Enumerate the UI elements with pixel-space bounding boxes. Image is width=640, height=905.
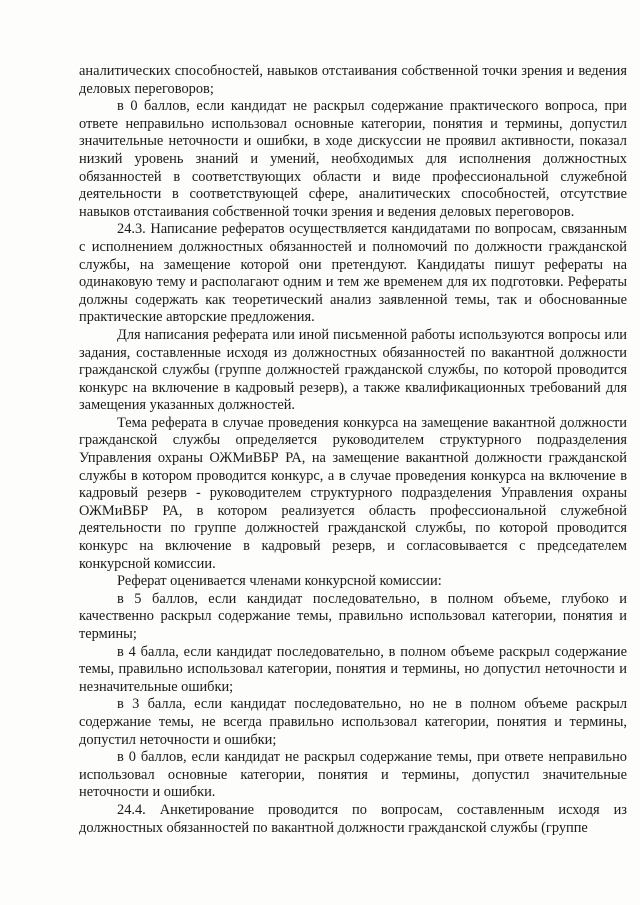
paragraph-essay-questions: Для написания реферата или иной письменной работы используются вопросы или задания, составленные исходя из должностных обязанностей по вакантной должности гражданской службы (группе должностей гражданской службы, по которой проводится конкурс на включение в кадровый резерв), а также квалификационных требований для замещения указанных должностей. <box>79 326 627 414</box>
paragraph-essay-topic: Тема реферата в случае проведения конкурса на замещение вакантной должности гражданской службы определяется руководителем структурного подразделения Управления охраны ОЖМиВБР РА, на замещение вакантной должности гражданской службы в котором проводится конкурс, а в случае проведения конкурса на включение в кадровый резерв - руководителем структурного подразделения Управления охраны ОЖМиВБР РА, в котором реализуется область профессиональной служебной деятельности по группе должностей гражданской службы, по которой проводится конкурс на включение в кадровый резерв, и согласовывается с председателем конкурсной комиссии. <box>79 414 627 572</box>
document-body <box>79 63 627 837</box>
paragraph-24-4: 24.4. Анкетирование проводится по вопросам, составленным исходя из должностных обязанностей по вакантной должности гражданской службы (группе <box>79 801 627 836</box>
paragraph-essay-evaluation: Реферат оценивается членами конкурсной комиссии: <box>117 573 442 590</box>
paragraph-continuation: аналитических способностей, навыков отстаивания собственной точки зрения и ведения деловых переговоров; <box>79 63 627 97</box>
paragraph-24-3: 24.3. Написание рефератов осуществляется кандидатами по вопросам, связанным с исполнением должностных обязанностей и полномочий по должности гражданской службы, на замещение которой они претендуют. Кандидаты пишут рефераты на одинаковую тему и располагают одним и тем же временем для их подготовки. Рефераты должны содержать как теоретический анализ заявленной темы, так и обоснованные практические авторские предложения. <box>79 221 627 326</box>
paragraph-score-0-essay: в 0 баллов, если кандидат не раскрыл содержание темы, при ответе неправильно использовал основные категории, понятия и термины, допустил значительные неточности и ошибки. <box>79 749 627 801</box>
paragraph-score-0-practical: в 0 баллов, если кандидат не раскрыл содержание практического вопроса, при ответе неправильно использовал основные категории, понятия и термины, допустил значительные неточности и ошибки, в ходе дискуссии не проявил активности, показал низкий уровень знаний и умений, необходимых для исполнения должностных обязанностей в соответствующих области и виде профессиональной служебной деятельности в соответствующей сфере, аналитических способностей, отсутствие навыков отстаивания собственной точки зрения и ведения деловых переговоров. <box>79 98 627 220</box>
paragraph-score-4: в 4 балла, если кандидат последовательно, в полном объеме раскрыл содержание темы, правильно использовал категории, понятия и термины, но допустил неточности и незначительные ошибки; <box>79 643 627 695</box>
paragraph-score-5: в 5 баллов, если кандидат последовательно, в полном объеме, глубоко и качественно раскрыл содержание темы, правильно использовал категории, понятия и термины; <box>79 590 627 642</box>
paragraph-score-3: в 3 балла, если кандидат последовательно, но не в полном объеме раскрыл содержание темы, не всегда правильно использовал категории, понятия и термины, допустил неточности и ошибки; <box>79 696 627 748</box>
